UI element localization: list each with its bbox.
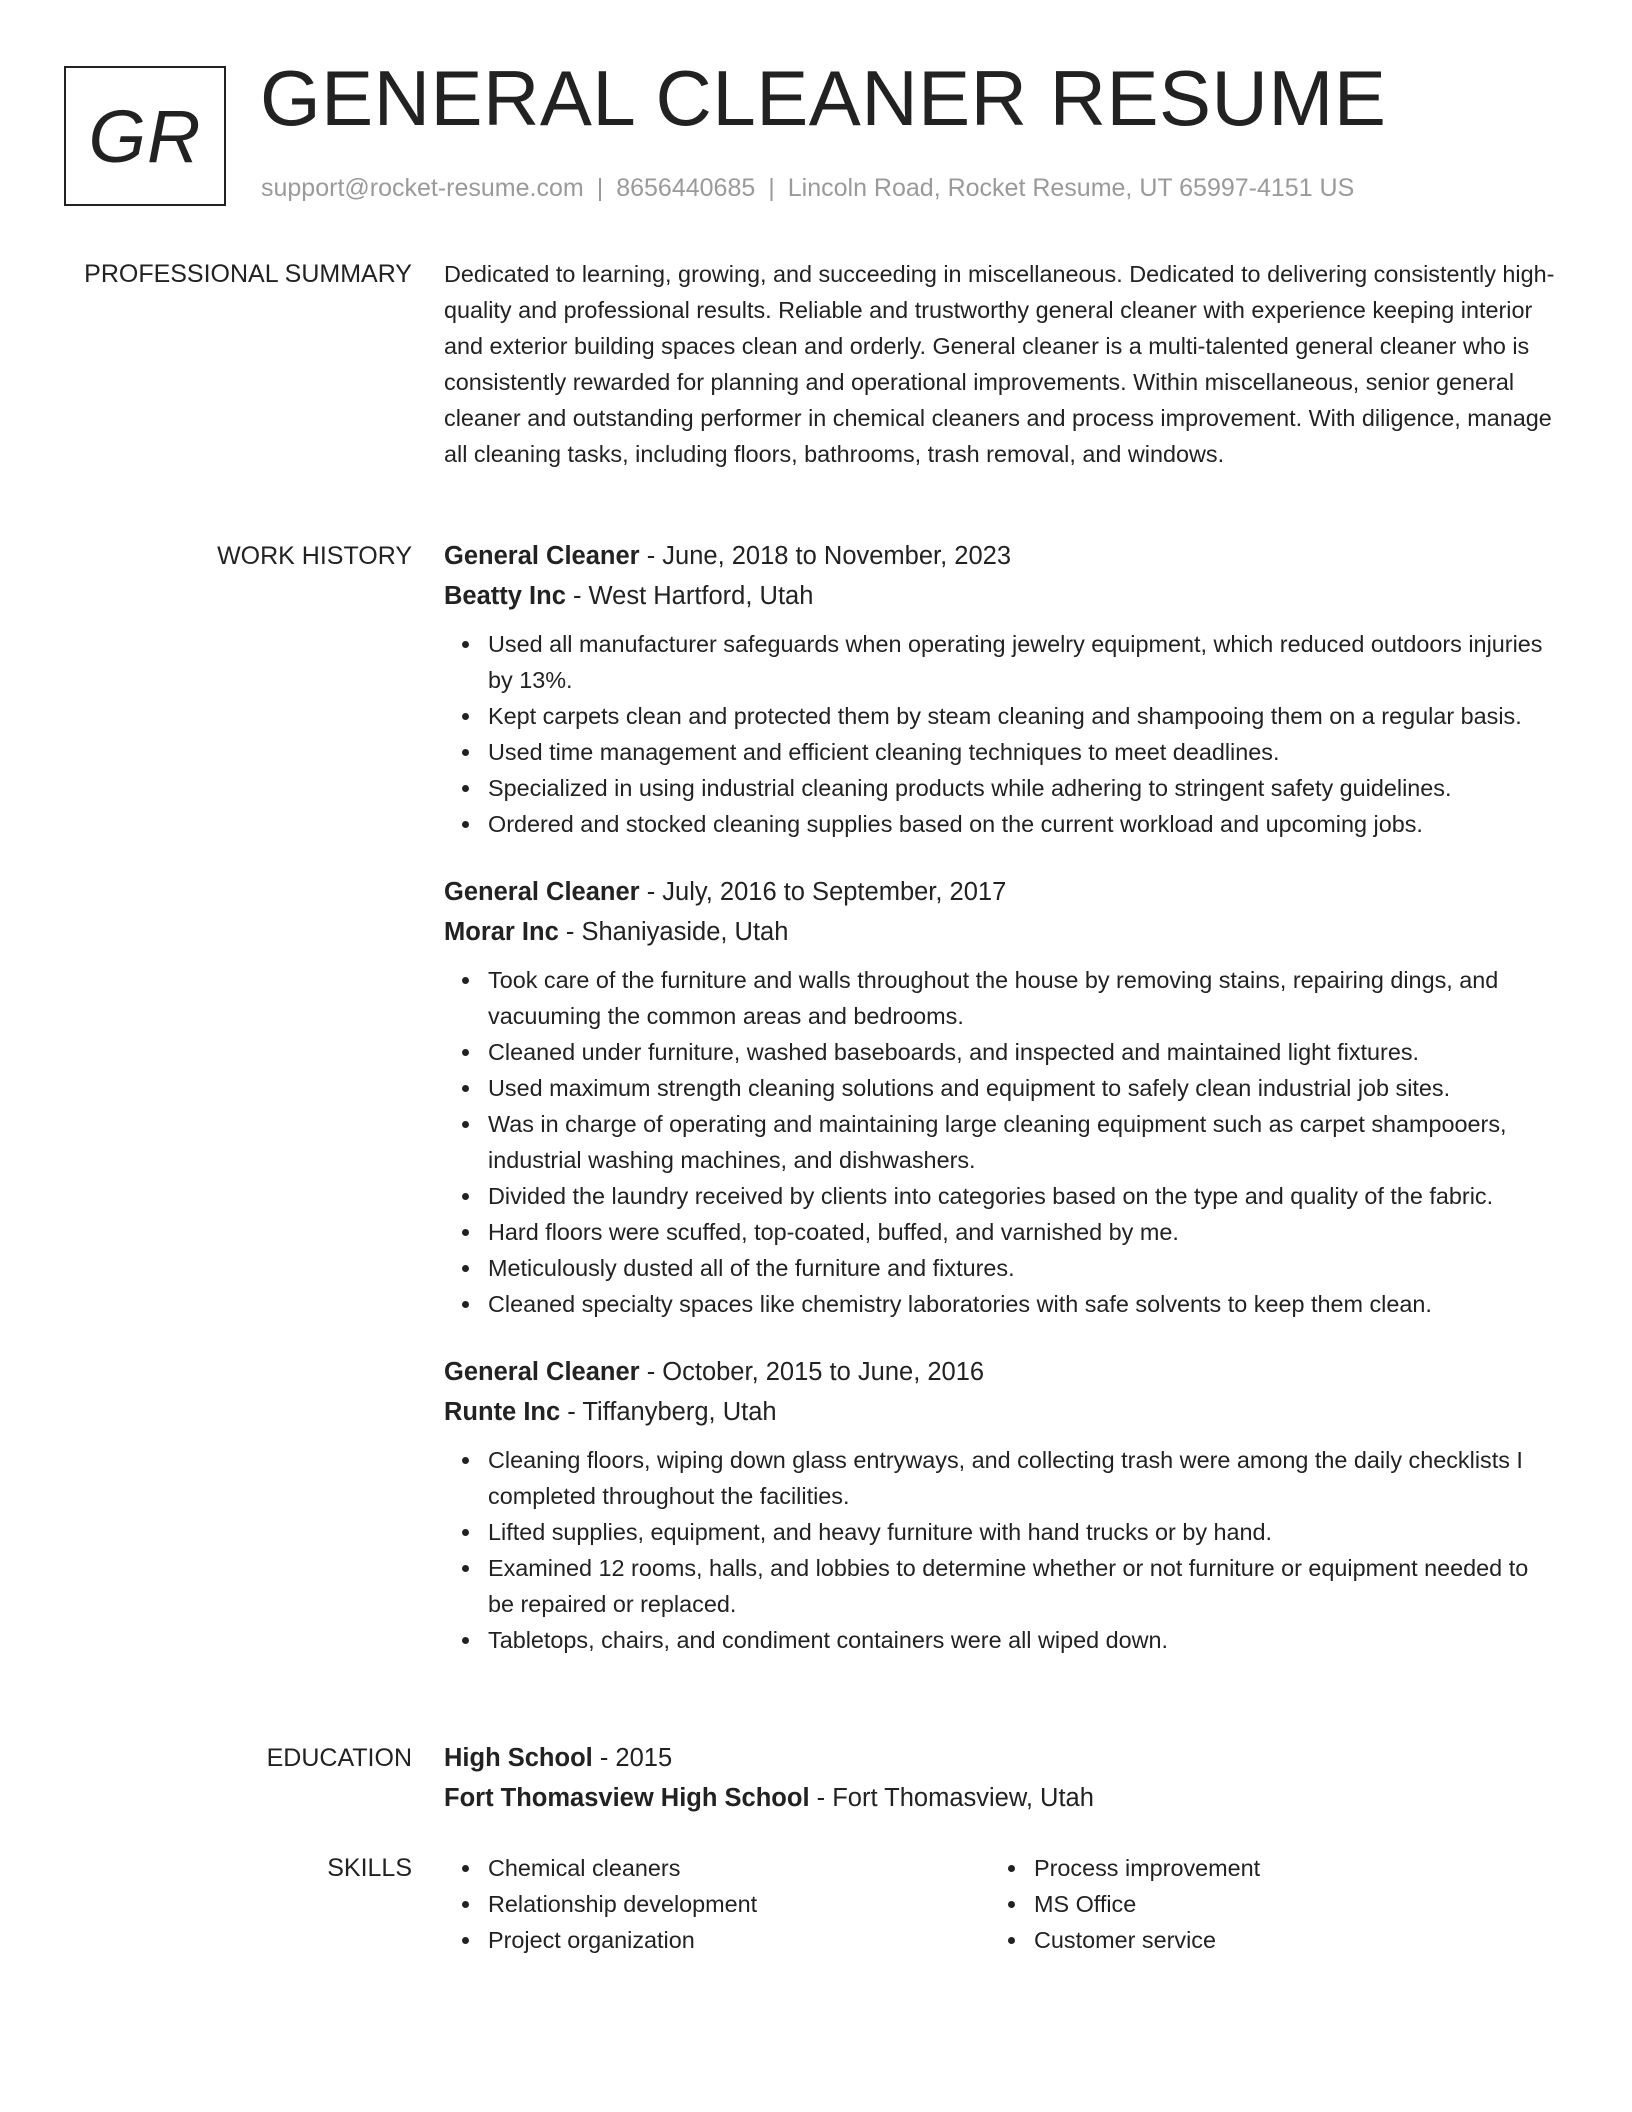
job-entry [444, 1352, 1556, 1658]
skill-item: Project organization [488, 1922, 990, 1958]
job-company-line [444, 912, 1556, 952]
work-history-body [444, 536, 1556, 1688]
list-item: Kept carpets clean and protected them by steam cleaning and shampooing them on a regular basis. [488, 698, 1556, 734]
education-degree-line [444, 1738, 1556, 1778]
education-school-line [444, 1778, 1556, 1818]
skills-grid [444, 1850, 1556, 1958]
skills-list-right [990, 1850, 1536, 1958]
job-location: - West Hartford, Utah [565, 582, 814, 610]
list-item: Used maximum strength cleaning solutions and equipment to safely clean industrial job sites. [488, 1070, 1556, 1106]
list-item: Ordered and stocked cleaning supplies based on the current workload and upcoming jobs. [488, 806, 1556, 842]
list-item: Lifted supplies, equipment, and heavy furniture with hand trucks or by hand. [488, 1514, 1556, 1550]
summary-body [444, 256, 1556, 472]
summary-text: Dedicated to learning, growing, and succeeding in miscellaneous. Dedicated to delivering consistently high-quality and professional results. Reliable and trustworthy general cleaner with experience keeping interior and exterior building spaces clean and orderly. General cleaner is a multi-talented general cleaner who is consistently rewarded for planning and operational improvements. Within miscellaneous, senior general cleaner and outstanding performer in chemical cleaners and process improvement. With diligence, manage all cleaning tasks, including floors, bathrooms, trash removal, and windows. [444, 261, 1555, 467]
list-item: Divided the laundry received by clients into categories based on the type and quality of the fabric. [488, 1178, 1556, 1214]
job-company-line [444, 576, 1556, 616]
job-location: - Shaniyaside, Utah [558, 918, 789, 946]
contact-separator: | [596, 174, 604, 202]
job-bullets [444, 1442, 1556, 1658]
job-title: General Cleaner [444, 542, 640, 570]
list-item: Used all manufacturer safeguards when operating jewelry equipment, which reduced outdoors injuries by 13%. [488, 626, 1556, 698]
contact-line [261, 174, 1354, 203]
job-title-line [444, 1352, 1556, 1392]
resume-title: GENERAL CLEANER RESUME [260, 54, 1387, 142]
job-title: General Cleaner [444, 878, 640, 906]
contact-phone[interactable]: 8656440685 [616, 174, 756, 202]
list-item: Used time management and efficient cleaning techniques to meet deadlines. [488, 734, 1556, 770]
list-item: Cleaned specialty spaces like chemistry laboratories with safe solvents to keep them clean. [488, 1286, 1556, 1322]
list-item: Tabletops, chairs, and condiment containers were all wiped down. [488, 1622, 1556, 1658]
list-item: Took care of the furniture and walls throughout the house by removing stains, repairing dings, and vacuuming the common areas and bedrooms. [488, 962, 1556, 1034]
job-title-line [444, 872, 1556, 912]
skills-list-left [444, 1850, 990, 1958]
education-location: - Fort Thomasview, Utah [809, 1784, 1094, 1812]
job-dates: - October, 2015 to June, 2016 [639, 1358, 985, 1386]
list-item: Specialized in using industrial cleaning products while adhering to stringent safety guidelines. [488, 770, 1556, 806]
job-location: - Tiffanyberg, Utah [560, 1398, 777, 1426]
job-entry [444, 872, 1556, 1322]
section-label-work-history: WORK HISTORY [217, 542, 412, 570]
education-year: - 2015 [592, 1744, 673, 1772]
skill-item: Relationship development [488, 1886, 990, 1922]
list-item: Examined 12 rooms, halls, and lobbies to determine whether or not furniture or equipment needed to be repaired or replaced. [488, 1550, 1556, 1622]
job-title-line [444, 536, 1556, 576]
job-dates: - June, 2018 to November, 2023 [639, 542, 1012, 570]
job-bullets [444, 626, 1556, 842]
list-item: Cleaned under furniture, washed baseboards, and inspected and maintained light fixtures. [488, 1034, 1556, 1070]
list-item: Was in charge of operating and maintaining large cleaning equipment such as carpet shampooers, industrial washing machines, and dishwashers. [488, 1106, 1556, 1178]
education-school: Fort Thomasview High School [444, 1784, 810, 1812]
job-title: General Cleaner [444, 1358, 640, 1386]
skill-item: Chemical cleaners [488, 1850, 990, 1886]
job-company: Morar Inc [444, 918, 559, 946]
contact-email[interactable]: support@rocket-resume.com [261, 174, 584, 202]
section-label-summary: PROFESSIONAL SUMMARY [84, 260, 412, 288]
job-company-line [444, 1392, 1556, 1432]
skill-item: Process improvement [1034, 1850, 1536, 1886]
contact-address: Lincoln Road, Rocket Resume, UT 65997-4151 US [787, 174, 1355, 202]
education-body [444, 1738, 1556, 1818]
skills-body [444, 1850, 1556, 1958]
list-item: Meticulously dusted all of the furniture and fixtures. [488, 1250, 1556, 1286]
skill-item: Customer service [1034, 1922, 1536, 1958]
job-company: Beatty Inc [444, 582, 566, 610]
education-degree: High School [444, 1744, 593, 1772]
section-label-education: EDUCATION [266, 1744, 412, 1772]
monogram-logo: GR [64, 66, 226, 206]
contact-separator: | [768, 174, 775, 202]
section-label-skills: SKILLS [327, 1854, 412, 1882]
job-company: Runte Inc [444, 1398, 561, 1426]
list-item: Hard floors were scuffed, top-coated, buffed, and varnished by me. [488, 1214, 1556, 1250]
list-item: Cleaning floors, wiping down glass entryways, and collecting trash were among the daily checklists I completed throughout the facilities. [488, 1442, 1556, 1514]
job-entry [444, 536, 1556, 842]
skill-item: MS Office [1034, 1886, 1536, 1922]
job-bullets [444, 962, 1556, 1322]
job-dates: - July, 2016 to September, 2017 [639, 878, 1007, 906]
